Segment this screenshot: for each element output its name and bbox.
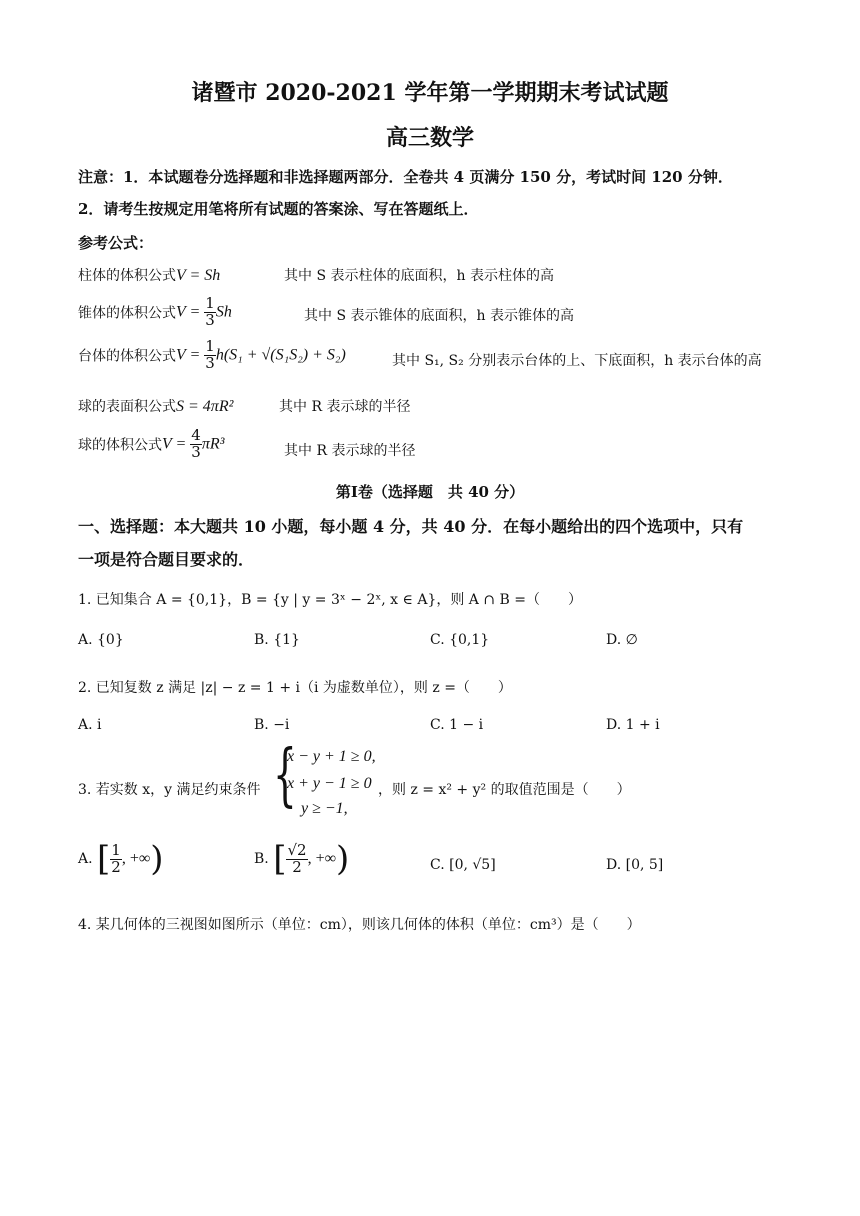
interval-tail: , +∞ [307, 850, 337, 867]
formula-prefix: V = [162, 435, 191, 453]
question-2-option-a[interactable]: A. i [78, 717, 102, 733]
page-subtitle: 高三数学 [385, 125, 474, 151]
question-3-option-a[interactable] [78, 839, 164, 879]
question-2-stem: 2. 已知复数 z 满足 |z| − z = 1 + i（i 为虚数单位），则 z =（ ） [78, 680, 512, 696]
section-heading: 第Ⅰ卷（选择题 共 40 分） [335, 483, 525, 501]
fraction [110, 840, 122, 876]
formula-prism [78, 265, 220, 285]
left-bracket-icon: [ [273, 839, 287, 879]
question-2-option-b[interactable]: B. −i [254, 717, 290, 733]
question-1-option-a[interactable]: A. {0} [78, 632, 124, 648]
formula-label: 锥体的体积公式 [78, 305, 176, 322]
option-label: A. [78, 851, 93, 867]
fraction-numerator: √2 [287, 840, 307, 859]
formula-sphere-surface [78, 396, 233, 416]
fraction [190, 428, 202, 461]
question-3-stem-prefix: 3. 若实数 x，y 满足约束条件 [78, 782, 261, 798]
formula-label: 柱体的体积公式 [78, 268, 176, 284]
fraction [204, 339, 216, 372]
question-1-option-d[interactable]: D. ∅ [606, 632, 638, 648]
section-instructions-2: 一项是符合题目要求的． [78, 550, 255, 569]
formula-sphere-volume [78, 428, 224, 461]
formula-frustum [78, 339, 346, 372]
question-1-option-b[interactable]: B. {1} [254, 632, 300, 648]
formula-suffix: Sh [215, 303, 232, 321]
formula-heading: 参考公式： [78, 234, 154, 252]
constraint-3: y ≥ −1, [301, 800, 348, 817]
formula-frustum-note: 其中 S₁, S₂ 分别表示台体的上、下底面积，h 表示台体的高 [392, 353, 762, 369]
formula-label: 球的体积公式 [78, 437, 162, 454]
formula-expression: S = 4πR² [176, 398, 234, 415]
question-1-option-c[interactable]: C. {0,1} [430, 632, 490, 648]
fraction-numerator: 1 [205, 294, 215, 312]
formula-prefix: V = [176, 346, 205, 364]
formula-sphere-surface-note: 其中 R 表示球的半径 [279, 399, 411, 415]
fraction-numerator: 1 [111, 840, 121, 859]
page-title: 诸暨市 2020-2021 学年第一学期期末考试试题 [191, 80, 669, 106]
fraction-denominator: 3 [191, 442, 201, 461]
formula-prism-note: 其中 S 表示柱体的底面积，h 表示柱体的高 [284, 268, 554, 284]
notice-line-2: 2．请考生按规定用笔将所有试题的答案涂、写在答题纸上． [78, 200, 479, 218]
left-brace-icon: { [273, 736, 297, 815]
formula-prefix: V = [176, 303, 205, 321]
right-paren-icon: ) [336, 839, 350, 879]
interval-tail: , +∞ [121, 850, 151, 867]
formula-cone-note: 其中 S 表示锥体的底面积，h 表示锥体的高 [304, 308, 574, 324]
question-3-stem-suffix: ，则 z = x² + y² 的取值范围是（ ） [378, 782, 631, 798]
option-label: B. [254, 851, 269, 867]
question-2-option-d[interactable]: D. 1 + i [606, 717, 660, 733]
question-3-option-c[interactable]: C. [0, √5] [430, 857, 496, 873]
question-3-option-b[interactable] [254, 839, 350, 879]
constraint-2: x + y − 1 ≥ 0 [287, 775, 372, 792]
left-bracket-icon: [ [97, 839, 111, 879]
formula-label: 球的表面积公式 [78, 399, 176, 415]
fraction-denominator: 3 [205, 353, 215, 372]
constraint-system [273, 736, 383, 818]
formula-label: 台体的体积公式 [78, 348, 176, 365]
formula-cone [78, 296, 232, 329]
formula-sphere-volume-note: 其中 R 表示球的半径 [284, 443, 416, 459]
fraction-denominator: 2 [111, 857, 121, 876]
fraction-numerator: 1 [205, 337, 215, 355]
formula-suffix: h(S₁ + √(S₁S₂) + S₂) [215, 346, 346, 364]
question-3-option-d[interactable]: D. [0, 5] [606, 857, 664, 873]
formula-suffix: πR³ [201, 435, 225, 453]
right-paren-icon: ) [150, 839, 164, 879]
fraction [286, 840, 307, 876]
question-4-stem: 4. 某几何体的三视图如图所示（单位：cm），则该几何体的体积（单位：cm³）是（ ） [78, 917, 641, 933]
fraction-denominator: 3 [205, 310, 215, 329]
fraction-numerator: 4 [191, 426, 201, 444]
constraint-1: x − y + 1 ≥ 0, [287, 748, 376, 765]
question-2-option-c[interactable]: C. 1 − i [430, 717, 484, 733]
question-1-stem: 1. 已知集合 A = {0,1}，B = {y | y = 3ˣ − 2ˣ, x ∈ A}，则 A ∩ B =（ ） [78, 592, 583, 608]
notice-line-1: 注意：1．本试题卷分选择题和非选择题两部分．全卷共 4 页满分 150 分，考试时间 120 分钟． [78, 168, 733, 186]
fraction-denominator: 2 [292, 857, 302, 876]
formula-expression: V = Sh [176, 267, 221, 284]
section-instructions-1: 一、选择题：本大题共 10 小题，每小题 4 分，共 40 分．在每小题给出的四个选项中，只有 [78, 517, 744, 536]
fraction [204, 296, 216, 329]
